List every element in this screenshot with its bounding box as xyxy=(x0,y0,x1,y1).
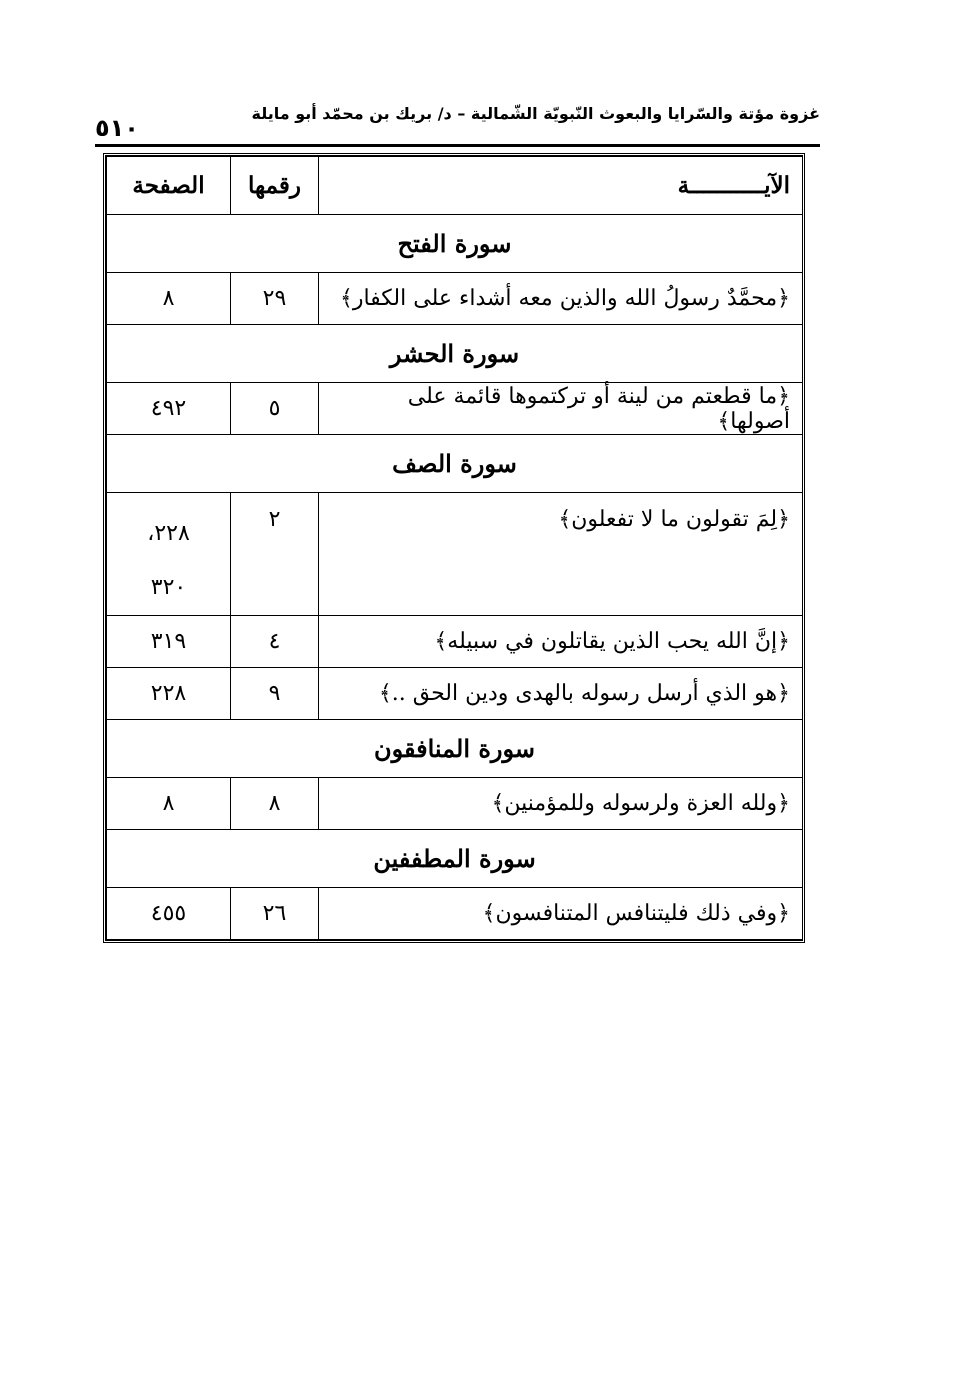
verse-row xyxy=(107,778,803,830)
page-reference xyxy=(107,273,231,325)
verse-text: ﴿ولله العزة ولرسوله وللمؤمنين﴾ xyxy=(319,778,803,830)
page-reference xyxy=(107,616,231,668)
surah-name: سورة الفتح xyxy=(107,215,803,273)
verse-row xyxy=(107,493,803,616)
column-header-page: الصفحة xyxy=(107,157,231,215)
surah-name: سورة الصف xyxy=(107,435,803,493)
surah-heading-row xyxy=(107,435,803,493)
verse-row xyxy=(107,273,803,325)
verse-number: ٢٩ xyxy=(231,273,319,325)
table-header-row xyxy=(107,157,803,215)
verse-number: ٤ xyxy=(231,616,319,668)
surah-name: سورة الحشر xyxy=(107,325,803,383)
page-reference xyxy=(107,668,231,720)
page-value: ٤٩٢ xyxy=(150,396,187,421)
verse-row xyxy=(107,668,803,720)
surah-heading-row xyxy=(107,325,803,383)
page-number: ٥١٠ xyxy=(95,114,139,142)
verse-text: ﴿إنَّ الله يحب الذين يقاتلون في سبيله﴾ xyxy=(319,616,803,668)
verse-number: ٩ xyxy=(231,668,319,720)
verse-number: ٢ xyxy=(231,493,319,616)
verse-text: ﴿لِمَ تقولون ما لا تفعلون﴾ xyxy=(319,493,803,616)
verse-number: ٥ xyxy=(231,383,319,435)
verse-text: ﴿ما قطعتم من لينة أو تركتموها قائمة على أصولها﴾ xyxy=(319,383,803,435)
page-value: ٤٥٥ xyxy=(150,901,187,926)
page-reference xyxy=(107,778,231,830)
column-header-number: رقمها xyxy=(231,157,319,215)
page-value-2: ٣٢٠ xyxy=(150,575,187,600)
page-reference xyxy=(107,888,231,940)
page-value: ٨ xyxy=(162,791,175,816)
verse-index-table xyxy=(103,153,805,943)
page-value: ٢٢٨ xyxy=(150,681,187,706)
verse-row xyxy=(107,383,803,435)
surah-heading-row xyxy=(107,830,803,888)
surah-name: سورة المطففين xyxy=(107,830,803,888)
running-title: غزوة مؤتة والسّرايا والبعوث النّبويّة الشّمالية – د/ بريك بن محمّد أبو مايلة xyxy=(251,104,820,123)
page-value: ٨ xyxy=(162,286,175,311)
verse-text: ﴿محمَّدٌ رسولُ الله والذين معه أشداء على الكفار﴾ xyxy=(319,273,803,325)
verse-number: ٢٦ xyxy=(231,888,319,940)
page-reference xyxy=(107,493,231,616)
surah-name: سورة المنافقون xyxy=(107,720,803,778)
surah-heading-row xyxy=(107,215,803,273)
page-value: ٢٢٨، xyxy=(147,521,190,546)
page-reference xyxy=(107,383,231,435)
verse-row xyxy=(107,888,803,940)
verse-text: ﴿وفي ذلك فليتنافس المتنافسون﴾ xyxy=(319,888,803,940)
page-value: ٣١٩ xyxy=(150,629,187,654)
column-header-ayah: الآيـــــــــــة xyxy=(319,157,803,215)
verse-row xyxy=(107,616,803,668)
surah-heading-row xyxy=(107,720,803,778)
verse-text: ﴿هو الذي أرسل رسوله بالهدى ودين الحق ..﴾ xyxy=(319,668,803,720)
verse-number: ٨ xyxy=(231,778,319,830)
page-header xyxy=(95,100,820,147)
